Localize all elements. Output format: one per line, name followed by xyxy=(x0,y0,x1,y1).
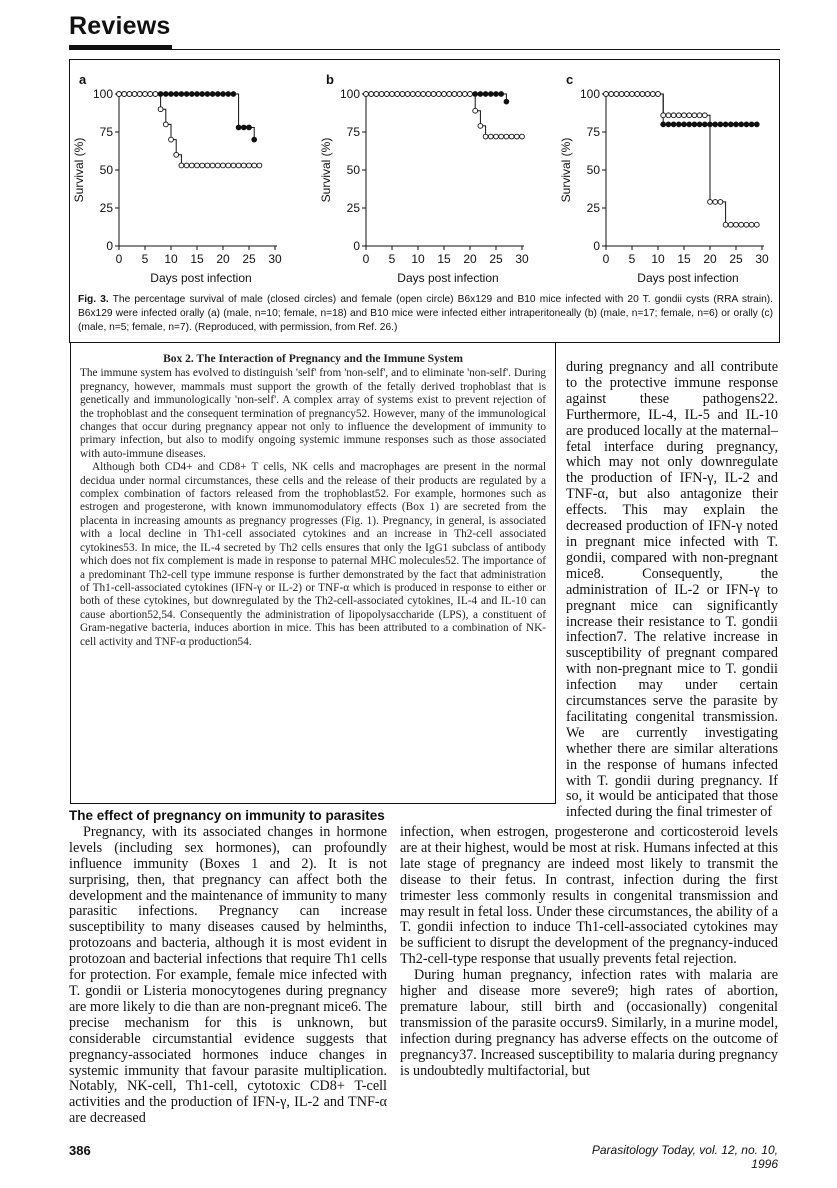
y-tick-label: 0 xyxy=(353,239,360,253)
open-circle-point xyxy=(226,163,231,168)
closed-circle-point xyxy=(666,122,671,127)
open-circle-point xyxy=(671,113,676,118)
closed-circle-point xyxy=(231,92,236,97)
x-tick-label: 5 xyxy=(388,252,396,266)
x-axis-label: Days post infection xyxy=(397,271,499,285)
closed-circle-point xyxy=(671,122,676,127)
open-circle-point xyxy=(650,92,655,97)
open-circle-point xyxy=(624,92,629,97)
y-tick-label: 75 xyxy=(99,125,113,139)
closed-circle-point xyxy=(163,92,168,97)
closed-circle-point xyxy=(236,125,241,130)
open-circle-point xyxy=(390,92,395,97)
x-tick-label: 30 xyxy=(755,252,769,266)
closed-circle-point xyxy=(221,92,226,97)
open-circle-point xyxy=(478,124,483,129)
open-circle-point xyxy=(405,92,410,97)
x-tick-label: 0 xyxy=(602,252,610,266)
open-circle-point xyxy=(452,92,457,97)
panel-label-a: a xyxy=(79,72,87,87)
figure-caption xyxy=(78,293,773,335)
open-circle-point xyxy=(384,92,389,97)
open-circle-point xyxy=(127,92,132,97)
open-circle-point xyxy=(210,163,215,168)
x-tick-label: 30 xyxy=(515,252,529,266)
x-tick-label: 0 xyxy=(115,252,123,266)
closed-circle-point xyxy=(241,125,246,130)
closed-circle-point xyxy=(205,92,210,97)
closed-circle-point xyxy=(728,122,733,127)
closed-circle-point xyxy=(189,92,194,97)
open-circle-point xyxy=(609,92,614,97)
closed-circle-point xyxy=(499,92,504,97)
x-tick-label: 25 xyxy=(729,252,743,266)
open-circle-point xyxy=(630,92,635,97)
open-circle-point xyxy=(468,92,473,97)
y-tick-label: 75 xyxy=(346,125,360,139)
open-circle-point xyxy=(619,92,624,97)
closed-circle-point xyxy=(184,92,189,97)
open-circle-point xyxy=(739,222,744,227)
closed-circle-point xyxy=(723,122,728,127)
open-circle-point xyxy=(148,92,153,97)
open-circle-point xyxy=(247,163,252,168)
panel-label-c: c xyxy=(566,72,574,87)
open-circle-point xyxy=(236,163,241,168)
closed-circle-point xyxy=(702,122,707,127)
open-circle-point xyxy=(754,222,759,227)
closed-circle-point xyxy=(179,92,184,97)
open-circle-point xyxy=(514,134,519,139)
chart-panel-c xyxy=(556,70,786,290)
open-circle-point xyxy=(421,92,426,97)
closed-circle-point xyxy=(718,122,723,127)
open-circle-point xyxy=(734,222,739,227)
box-2-paragraph-2: Although both CD4+ and CD8+ T cells, NK cells and macrophages are present in the normal decidua under normal circumstances, these cells and the release of their products are regulated by a complex combination of factors released from the trophoblast52. For example, hormones such as estrogen and progesterone, with known immunomodulatory effects (Box 1) are secreted from the placenta in increasing amounts as pregnancy progresses (Fig. 1). Pregnancy, in general, is associated with a local decline in Th1-cell associated cytokines and an increase in Th2-cell associated cytokines53. In mice, the IL-4 secreted by Th2 cells ensures that only the IgG1 subclass of antibody which does not fix complement is made in response to paternal MHC molecules52. The importance of a predominant Th2-cell type immune response is further demonstrated by the fact that administration of Th1-cell-associated cytokines (IFN-γ or IL-2) or TNF-α which is produced in response to either or both of these cytokines, but downregulated by the Th2-cell-associated cytokines, IL-4 and IL-10 can cause abortion52,54. Consequently the administration of lipopolysaccharide (LPS), a constituent of Gram-negative bacteria, induces abortion in mice. This has been attributed to a combination of NK-cell activity and TNF-α production54. xyxy=(80,461,546,648)
open-circle-point xyxy=(117,92,122,97)
open-circle-point xyxy=(374,92,379,97)
x-tick-label: 10 xyxy=(411,252,425,266)
closed-circle-point xyxy=(504,99,509,104)
open-circle-point xyxy=(215,163,220,168)
header-rule xyxy=(69,49,780,50)
open-circle-point xyxy=(723,222,728,227)
open-circle-point xyxy=(640,92,645,97)
closed-circle-point xyxy=(754,122,759,127)
closed-circle-point xyxy=(478,92,483,97)
open-circle-point xyxy=(697,113,702,118)
closed-circle-point xyxy=(676,122,681,127)
open-circle-point xyxy=(132,92,137,97)
open-circle-point xyxy=(666,113,671,118)
open-circle-point xyxy=(184,163,189,168)
closed-circle-point xyxy=(488,92,493,97)
open-circle-point xyxy=(692,113,697,118)
open-circle-point xyxy=(708,200,713,205)
closed-circle-point xyxy=(494,92,499,97)
open-circle-point xyxy=(494,134,499,139)
x-tick-label: 20 xyxy=(463,252,477,266)
open-circle-point xyxy=(426,92,431,97)
closed-circle-point xyxy=(210,92,215,97)
open-circle-point xyxy=(205,163,210,168)
x-tick-label: 25 xyxy=(489,252,503,266)
x-tick-label: 10 xyxy=(651,252,665,266)
closed-circle-point xyxy=(744,122,749,127)
x-tick-label: 15 xyxy=(190,252,204,266)
left-column-text: Pregnancy, with its associated changes in hormone levels (including sex hormones), can profoundly influence immunity (Boxes 1 and 2). It is not surprising, then, that pregnancy can affect both the development and the maintenance of immunity to many parasitic infections. Pregnancy can increase susceptibility to many diseases caused by helminths, protozoans and bacteria, although it is most evident in protozoan and bacterial infections that require Th1 cells for protection. For example, female mice infected with T. gondii or Listeria monocytogenes during pregnancy are more likely to die than are non-pregnant mice6. The precise mechanism for this is unknown, but considerable circumstantial evidence suggests that pregnancy-associated hormones induce changes in systemic immunity that favour parasite multiplication. Notably, NK-cell, Th1-cell, cytotoxic CD8+ T-cell activities and the production of IFN-γ, IL-2 and TNF-α are decreased xyxy=(69,823,387,1127)
closed-circle-point xyxy=(713,122,718,127)
female-survival-line xyxy=(366,94,522,137)
open-circle-point xyxy=(635,92,640,97)
closed-circle-point xyxy=(195,92,200,97)
x-tick-label: 5 xyxy=(628,252,636,266)
open-circle-point xyxy=(252,163,257,168)
y-tick-label: 25 xyxy=(99,201,113,215)
open-circle-point xyxy=(195,163,200,168)
x-tick-label: 10 xyxy=(164,252,178,266)
open-circle-point xyxy=(153,92,158,97)
open-circle-point xyxy=(163,122,168,127)
y-tick-label: 50 xyxy=(99,163,113,177)
open-circle-point xyxy=(473,108,478,113)
y-tick-label: 100 xyxy=(92,87,113,101)
box-2 xyxy=(70,342,556,804)
panel-label-b: b xyxy=(326,72,334,87)
male-survival-line xyxy=(119,94,254,140)
open-circle-point xyxy=(189,163,194,168)
open-circle-point xyxy=(488,134,493,139)
open-circle-point xyxy=(462,92,467,97)
y-tick-label: 100 xyxy=(339,87,360,101)
closed-circle-point xyxy=(483,92,488,97)
x-tick-label: 15 xyxy=(437,252,451,266)
right-column-text: during pregnancy and all contribute to the protective immune response against these pathogens22. Furthermore, IL-4, IL-5 and IL-10 are produced locally at the maternal–fetal interface during pregnancy, which may not only downregulate the production of IFN-γ, IL-2 and TNF-α, but also antagonize their effects. This may explain the decreased production of IFN-γ noted in pregnant mice infected with T. gondii, compared with non-pregnant mice8. Consequently, the administration of IL-2 or IFN-γ to pregnant mice can significantly increase their resistance to T. gondii infection7. The relative increase in susceptibility of pregnant compared with non-pregnant mice to T. gondii infection may under certain circumstances serve the parasite by facilitating congenital transmission. We are currently investigating whether there are similar alterations in the response of humans infected with T. gondii during pregnancy. If so, it would be anticipated that those infected during the final trimester of xyxy=(566,359,778,821)
y-tick-label: 50 xyxy=(346,163,360,177)
chart-panel-b xyxy=(316,70,546,290)
closed-circle-point xyxy=(739,122,744,127)
open-circle-point xyxy=(604,92,609,97)
open-circle-point xyxy=(509,134,514,139)
x-tick-label: 5 xyxy=(141,252,149,266)
closed-circle-point xyxy=(226,92,231,97)
closed-circle-point xyxy=(174,92,179,97)
open-circle-point xyxy=(504,134,509,139)
open-circle-point xyxy=(395,92,400,97)
y-tick-label: 25 xyxy=(346,201,360,215)
y-axis-label: Survival (%) xyxy=(72,137,86,203)
open-circle-point xyxy=(143,92,148,97)
open-circle-point xyxy=(702,113,707,118)
x-tick-label: 30 xyxy=(268,252,282,266)
closed-circle-point xyxy=(734,122,739,127)
y-tick-label: 100 xyxy=(579,87,600,101)
open-circle-point xyxy=(483,134,488,139)
open-circle-point xyxy=(200,163,205,168)
open-circle-point xyxy=(231,163,236,168)
open-circle-point xyxy=(369,92,374,97)
figure-caption-text: The percentage survival of male (closed circles) and female (open circle) B6x129 and B10 mice infected with 20 T. gondii cysts (RRA strain). B6x129 were infected orally (a) (male, n=10; female, n=18) and B10 mice were infected either intraperitoneally (b) (male, n=17; female, n=6) or orally (c) (male, n=5; female, n=7). (Reproduced, with permission, from Ref. 26.) xyxy=(78,294,773,333)
y-axis-label: Survival (%) xyxy=(319,137,333,203)
open-circle-point xyxy=(410,92,415,97)
x-tick-label: 25 xyxy=(242,252,256,266)
closed-circle-point xyxy=(169,92,174,97)
closed-circle-point xyxy=(661,122,666,127)
closed-circle-point xyxy=(692,122,697,127)
open-circle-point xyxy=(645,92,650,97)
open-circle-point xyxy=(122,92,127,97)
closed-circle-point xyxy=(247,125,252,130)
open-circle-point xyxy=(447,92,452,97)
box-2-title: Box 2. The Interaction of Pregnancy and the Immune System xyxy=(163,353,463,365)
closed-circle-point xyxy=(749,122,754,127)
open-circle-point xyxy=(728,222,733,227)
open-circle-point xyxy=(744,222,749,227)
open-circle-point xyxy=(457,92,462,97)
y-tick-label: 75 xyxy=(586,125,600,139)
female-survival-line xyxy=(606,94,757,225)
open-circle-point xyxy=(656,92,661,97)
open-circle-point xyxy=(400,92,405,97)
open-circle-point xyxy=(614,92,619,97)
open-circle-point xyxy=(179,163,184,168)
closed-circle-point xyxy=(697,122,702,127)
right-wide-column xyxy=(400,825,778,1080)
y-tick-label: 25 xyxy=(586,201,600,215)
closed-circle-point xyxy=(215,92,220,97)
open-circle-point xyxy=(416,92,421,97)
open-circle-point xyxy=(520,134,525,139)
open-circle-point xyxy=(137,92,142,97)
x-axis-label: Days post infection xyxy=(637,271,739,285)
left-column xyxy=(69,808,387,1127)
right-column xyxy=(566,360,778,821)
y-axis-label: Survival (%) xyxy=(559,137,573,203)
male-survival-line xyxy=(606,94,757,124)
open-circle-point xyxy=(364,92,369,97)
section-header: Reviews xyxy=(69,12,171,40)
x-tick-label: 20 xyxy=(216,252,230,266)
page-number: 386 xyxy=(69,1143,91,1158)
box-2-paragraph-1: The immune system has evolved to distinguish 'self' from 'non-self', and to eliminate 'non-self'. During pregnancy, however, mammals must support the growth of the fetally derived trophoblast that is genetically and immunologically 'non-self'. A complex array of systems exist to prevent rejection of the trophoblast and the consequent termination of pregnancy52. However, many of the immunological changes that occur during pregnancy appear not only to influence the development of immunity to primary infection, but also to modify ongoing systemic immune responses such as those associated with auto-immune diseases. xyxy=(80,367,546,460)
section-heading: The effect of pregnancy on immunity to parasites xyxy=(69,808,385,823)
open-circle-point xyxy=(713,200,718,205)
open-circle-point xyxy=(499,134,504,139)
open-circle-point xyxy=(221,163,226,168)
closed-circle-point xyxy=(252,137,257,142)
x-tick-label: 0 xyxy=(362,252,370,266)
open-circle-point xyxy=(158,107,163,112)
x-axis-label: Days post infection xyxy=(150,271,252,285)
right-wide-paragraph-1: infection, when estrogen, progesterone and corticosteroid levels are at their highest, would be most at risk. Humans infected at this late stage of pregnancy are indeed most likely to transmit the disease to their fetus. In contrast, infection during the first trimester less commonly results in congenital transmission and may result in fetal loss. Under these circumstances, the ability of a T. gondii infection to induce Th1-cell-associated cytokines may be sufficient to disrupt the development of the pregnancy-induced Th2-cell-type response that usually prevents fetal rejection. xyxy=(400,824,778,968)
right-wide-paragraph-2: During human pregnancy, infection rates with malaria are higher and disease more severe9; high rates of abortion, premature labour, still birth and (occasionally) congenital transmission of the parasite occurs9. Similarly, in a murine model, infection during pregnancy has adverse effects on the outcome of pregnancy37. Increased susceptibility to malaria during pregnancy is undoubtedly multifactorial, but xyxy=(400,967,778,1079)
closed-circle-point xyxy=(200,92,205,97)
open-circle-point xyxy=(661,113,666,118)
open-circle-point xyxy=(676,113,681,118)
x-tick-label: 15 xyxy=(677,252,691,266)
open-circle-point xyxy=(169,137,174,142)
open-circle-point xyxy=(241,163,246,168)
x-tick-label: 20 xyxy=(703,252,717,266)
y-tick-label: 0 xyxy=(593,239,600,253)
open-circle-point xyxy=(174,152,179,157)
chart-panel-a xyxy=(69,70,299,290)
journal-citation: Parasitology Today, vol. 12, no. 10, 1996 xyxy=(591,1143,778,1171)
open-circle-point xyxy=(257,163,262,168)
y-tick-label: 0 xyxy=(106,239,113,253)
open-circle-point xyxy=(436,92,441,97)
open-circle-point xyxy=(431,92,436,97)
open-circle-point xyxy=(749,222,754,227)
open-circle-point xyxy=(687,113,692,118)
y-tick-label: 50 xyxy=(586,163,600,177)
closed-circle-point xyxy=(687,122,692,127)
open-circle-point xyxy=(682,113,687,118)
figure-label: Fig. 3. xyxy=(78,294,109,305)
open-circle-point xyxy=(718,200,723,205)
closed-circle-point xyxy=(682,122,687,127)
open-circle-point xyxy=(379,92,384,97)
open-circle-point xyxy=(442,92,447,97)
